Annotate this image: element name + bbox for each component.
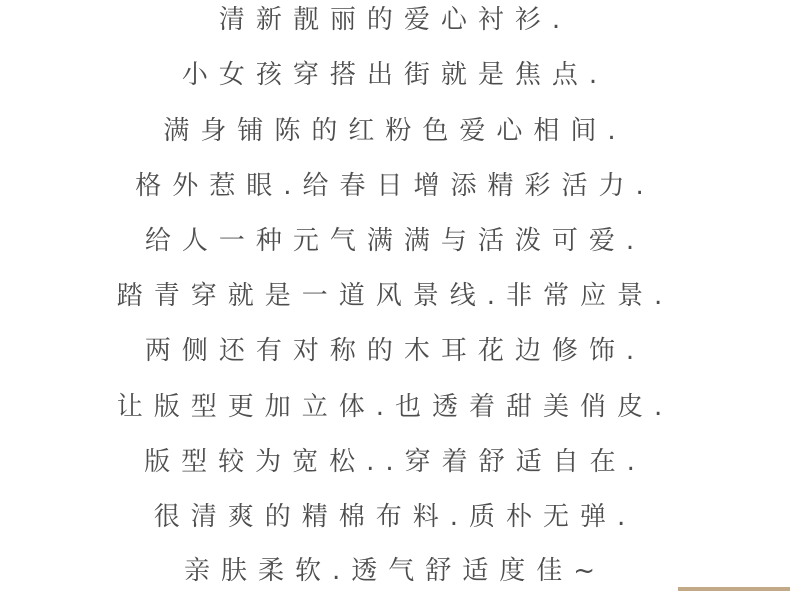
description-line: 两侧还有对称的木耳花边修饰. bbox=[144, 336, 646, 366]
description-line: 小女孩穿搭出街就是焦点. bbox=[181, 60, 609, 90]
description-line: 亲肤柔软.透气舒适度佳~ bbox=[183, 556, 607, 586]
description-line: 格外惹眼.给春日增添精彩活力. bbox=[135, 171, 655, 201]
decorative-band bbox=[678, 587, 790, 591]
description-line: 给人一种元气满满与活泼可爱. bbox=[144, 226, 646, 256]
description-line: 很清爽的精棉布料.质朴无弹. bbox=[153, 502, 637, 532]
description-line: 版型较为宽松..穿着舒适自在. bbox=[144, 447, 646, 477]
description-line: 让版型更加立体.也透着甜美俏皮. bbox=[116, 392, 674, 422]
description-line: 清新靓丽的爱心衬衫. bbox=[218, 5, 572, 35]
description-line: 踏青穿就是一道风景线.非常应景. bbox=[116, 281, 674, 311]
description-line: 满身铺陈的红粉色爱心相间. bbox=[163, 116, 627, 146]
